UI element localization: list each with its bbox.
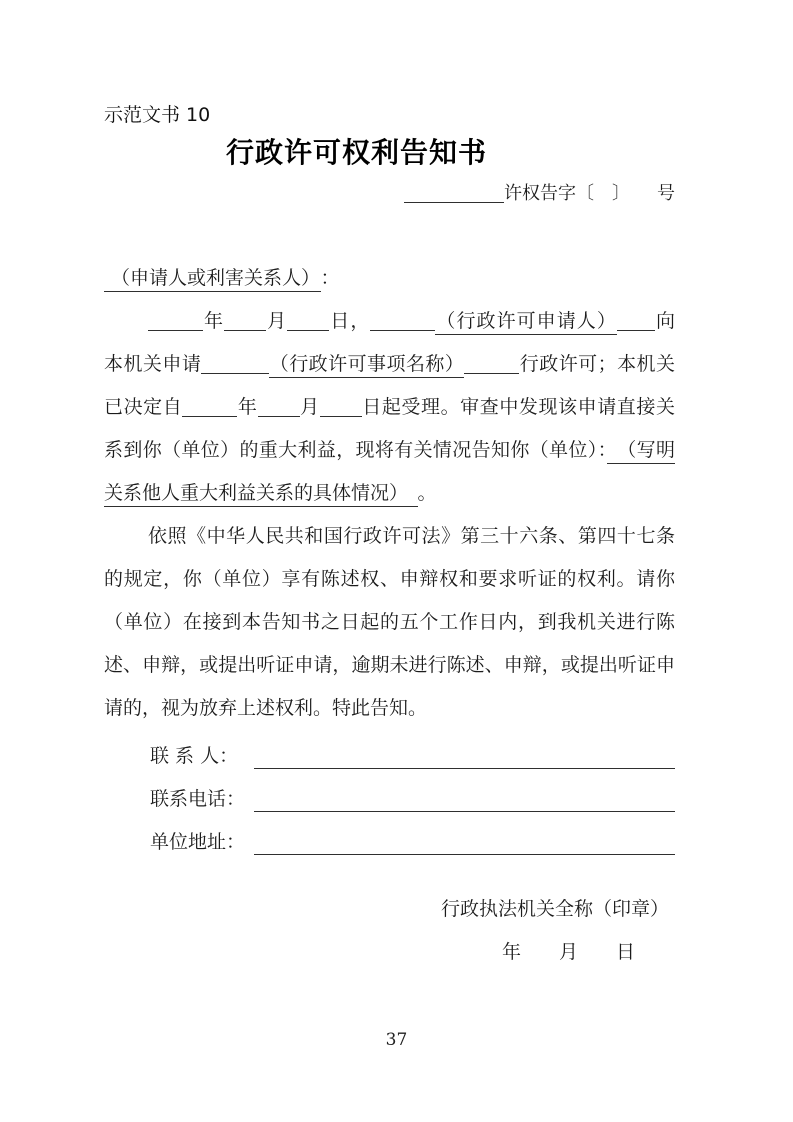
paragraph-application [104, 300, 675, 515]
month-blank-field [224, 319, 266, 331]
applicant-pre-blank-field [370, 319, 435, 331]
situation-fill-field: （写明关系他人重大利益关系的具体情况） [104, 439, 675, 507]
recipient-fill-field: （申请人或利害关系人） [104, 267, 321, 292]
accept-month-blank-field [258, 405, 300, 417]
item-fill-field: （行政许可事项名称） [269, 353, 464, 378]
contact-address-label: 单位地址： [150, 831, 246, 853]
signature-org: 行政执法机关全称（印章） [440, 898, 669, 920]
day-label: 日， [329, 310, 371, 332]
contact-person-blank-field [254, 735, 675, 769]
text-decision: 行政许可；本机关已决定自 [104, 353, 675, 418]
contact-address-line [104, 821, 675, 864]
ref-number-blank-field [404, 191, 504, 203]
page-number: 37 [385, 1030, 408, 1050]
item-pre-blank-field [201, 362, 269, 374]
contact-person-label: 联 系 人： [150, 745, 239, 767]
contact-phone-blank-field [254, 778, 675, 812]
salutation-line [104, 257, 675, 300]
sentence-period: 。 [417, 482, 437, 504]
day-blank-field [287, 319, 329, 331]
paragraph-rights: 依照《中华人民共和国行政许可法》第三十六条、第四十七条的规定，你（单位）享有陈述权、申辩权和要求听证的权利。请你（单位）在接到本告知书之日起的五个工作日内，到我机关进行陈述、申辩，或提出听证申请，逾期未进行陈述、申辩，或提出听证申请的，视为放弃上述权利。特此告知。 [104, 525, 675, 719]
year-blank-field [148, 319, 203, 331]
doc-label: 示范文书 10 [104, 104, 211, 126]
salutation-colon: ： [320, 267, 340, 289]
accept-year-label: 年 [237, 396, 258, 418]
contact-phone-label: 联系电话： [150, 788, 246, 810]
ref-number-line [104, 181, 675, 207]
contact-person-line [104, 735, 675, 778]
year-label: 年 [203, 310, 225, 332]
accept-month-label: 月 [299, 396, 320, 418]
applicant-fill-field: （行政许可申请人） [435, 310, 617, 335]
text-acceptance-notice: 日起受理。审查中发现该申请直接关系到你（单位）的重大利益，现将有关情况告知你（单位）： [104, 396, 675, 461]
applicant-post-blank-field [617, 319, 655, 331]
item-post-blank-field [464, 362, 519, 374]
text-to-agency: 向本机关申请 [104, 310, 675, 375]
accept-day-blank-field [320, 405, 362, 417]
signature-date: 年 月 日 [501, 941, 635, 963]
contact-section [104, 735, 675, 864]
ref-number-text: 许权告字〔 〕 号 [504, 183, 675, 204]
contact-phone-line [104, 778, 675, 821]
contact-address-blank-field [254, 821, 675, 855]
month-label: 月 [266, 310, 288, 332]
page-title: 行政许可权利告知书 [225, 136, 487, 169]
accept-year-blank-field [182, 405, 237, 417]
